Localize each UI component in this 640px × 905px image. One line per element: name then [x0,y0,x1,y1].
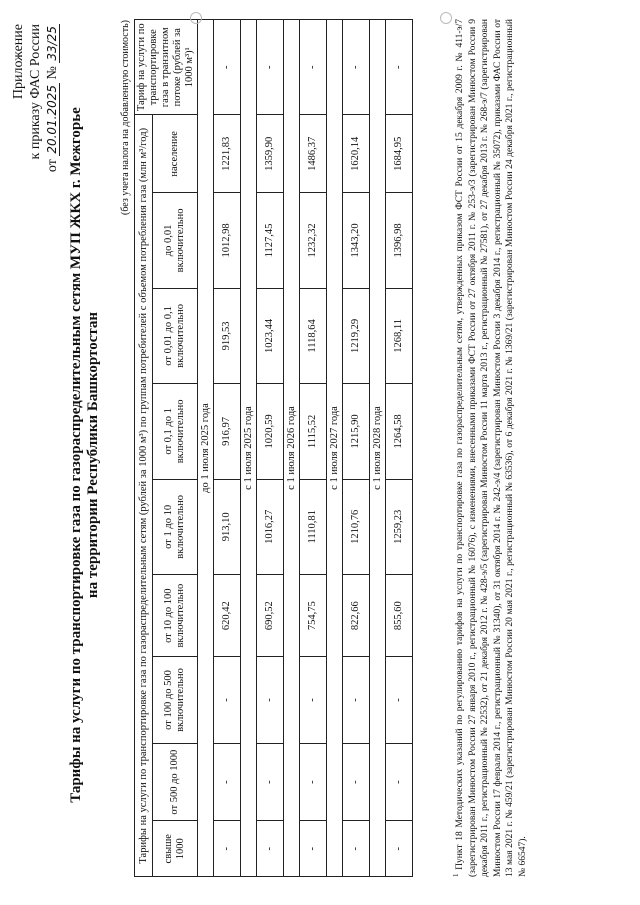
order-reference: к приказу ФАС России [28,24,43,160]
column-header: от 100 до 500 включительно [153,657,198,744]
tariff-cell: 1219,29 [343,288,370,383]
tariff-cell: 1012,98 [214,193,241,288]
tariff-cell: 1118,64 [300,288,327,383]
appendix-header [10,24,61,172]
tariff-cell: - [300,657,327,744]
tariff-cell: 822,66 [343,575,370,657]
order-date-line [44,24,61,172]
tariff-cell: - [343,20,370,116]
transit-header: Тариф на услуги по транспортировке газа в транзитном потоке (рублей за 1000 м³)¹ [135,20,198,116]
tariff-cell: - [214,657,241,744]
tariff-cell: 1486,37 [300,115,327,193]
tariff-cell: 919,53 [214,288,241,383]
tariff-cell: 1023,44 [257,288,284,383]
tariff-cell: - [386,743,413,821]
tariff-row [257,20,284,877]
tariff-cell: - [343,743,370,821]
column-header-row [153,20,198,877]
tariff-cell: 754,75 [300,575,327,657]
appendix-label: Приложение [11,24,26,100]
tariff-cell: - [214,821,241,877]
column-header: население [153,115,198,193]
tariff-cell: - [343,657,370,744]
tariff-cell: - [257,657,284,744]
tariff-cell: - [257,20,284,116]
column-header: свыше 1000 [153,821,198,877]
tariff-cell: 1232,32 [300,193,327,288]
tariff-cell: - [257,743,284,821]
column-header: от 1 до 10 включительно [153,479,198,574]
period-row [370,20,386,877]
column-header: от 0,01 до 0,1 включительно [153,288,198,383]
period-row [241,20,257,877]
tariff-cell: 1016,27 [257,479,284,574]
tariff-cell: - [214,20,241,116]
tariff-cell: 620,42 [214,575,241,657]
period-label: с 1 июля 2026 года [284,20,300,877]
vat-note: (без учета налога на добавленную стоимость) [120,20,131,216]
tariff-row [343,20,370,877]
column-header: от 10 до 100 включительно [153,575,198,657]
tariff-cell: 1264,58 [386,384,413,479]
order-date: 20.01.2025 [45,84,59,154]
period-label: с 1 июля 2028 года [370,20,386,877]
tariff-cell: 1020,59 [257,384,284,479]
tariff-cell: 855,60 [386,575,413,657]
tariff-cell: 1259,23 [386,479,413,574]
tariff-cell: - [386,20,413,116]
tariff-cell: - [300,20,327,116]
tariff-cell: - [257,821,284,877]
tariff-cell: 1343,20 [343,193,370,288]
tariff-cell: 1110,81 [300,479,327,574]
tariff-cell: - [386,657,413,744]
tariff-cell: - [300,821,327,877]
footnote-text: Пункт 18 Методических указаний по регулированию тарифов на услуги по транспортировке газа по газораспределительным сетям, утвержденных приказом ФСТ России от 15 декабря 2009 г. № 411-э/7 (зарегистрирован Минюстом России 27 января 2010 г., регистрационный № 16076), с изменениями, внесенными приказами ФСТ России от 27 октября 2011 г. № 253-э/3 (зарегистрирован Минюстом России 9 декабря 2011 г., регистрационный № 22532), от 21 декабря 2012 г. № 428-э/5 (зарегистрирован Минюстом России 11 марта 2013 г., регистрационный № 27581), от 27 декабря 2013 г. № 268-э/7 (зарегистрирован Минюстом России 17 февраля 2014 г., регистрационный № 31340), от 31 октября 2014 г. № 242-э/4 (зарегистрирован Минюстом России 3 декабря 2014 г., регистрационный № 35072), приказами ФАС России от 13 мая 2021 г. № 459/21 (зарегистрирован Минюстом России 20 мая 2021 г., регистрационный № 63536), от 6 декабря 2021 г. № 1369/21 (зарегистрирован Минюстом России 24 декабря 2021 г., регистрационный № 66547). [455,19,528,877]
punch-hole-mark [190,12,202,24]
document-title [68,65,102,845]
order-number: 33/25 [45,26,59,61]
period-label: до 1 июля 2025 года [198,20,214,877]
punch-hole-mark [440,12,452,24]
tariff-cell: 690,52 [257,575,284,657]
tariff-cell: 1115,52 [300,384,327,479]
tariff-cell: - [343,821,370,877]
title-line-1: Тарифы на услуги по транспортировке газа по газораспределительным сетям МУП ЖКХ г. Межгорье [68,107,84,803]
date-prefix: от [45,159,60,173]
tariff-cell: 913,10 [214,479,241,574]
tariff-cell: 1127,45 [257,193,284,288]
column-header: до 0,01 включительно [153,193,198,288]
footnote-marker: 1 [452,873,460,877]
tariff-table [134,19,413,877]
period-label: с 1 июля 2027 года [327,20,343,877]
number-prefix: № [45,66,60,80]
footnote [450,19,529,877]
period-label: с 1 июля 2025 года [241,20,257,877]
tariff-cell: 1210,76 [343,479,370,574]
tariff-cell: 1359,90 [257,115,284,193]
tariff-cell: 1620,14 [343,115,370,193]
period-row [327,20,343,877]
tariff-row [300,20,327,877]
tariff-cell: 1221,83 [214,115,241,193]
tariff-cell: 1215,90 [343,384,370,479]
period-row [284,20,300,877]
tariff-cell: 1268,11 [386,288,413,383]
tariff-cell: 1684,95 [386,115,413,193]
tariff-cell: 1396,98 [386,193,413,288]
tariff-row [214,20,241,877]
tariff-cell: 916,97 [214,384,241,479]
tariff-cell: - [300,743,327,821]
group-header: Тарифы на услуги по транспортировке газа по газораспределительным сетям (рублей за 1000 м³) по группам потребителей с объемом потребления газа (млн м³/год) [135,115,153,877]
tariff-cell: - [386,821,413,877]
title-line-2: на территории Республики Башкортостан [85,311,101,599]
tariff-cell: - [214,743,241,821]
period-row [198,20,214,877]
column-header: от 0,1 до 1 включительно [153,384,198,479]
column-header: от 500 до 1000 [153,743,198,821]
tariff-row [386,20,413,877]
tariff-body [198,20,413,877]
